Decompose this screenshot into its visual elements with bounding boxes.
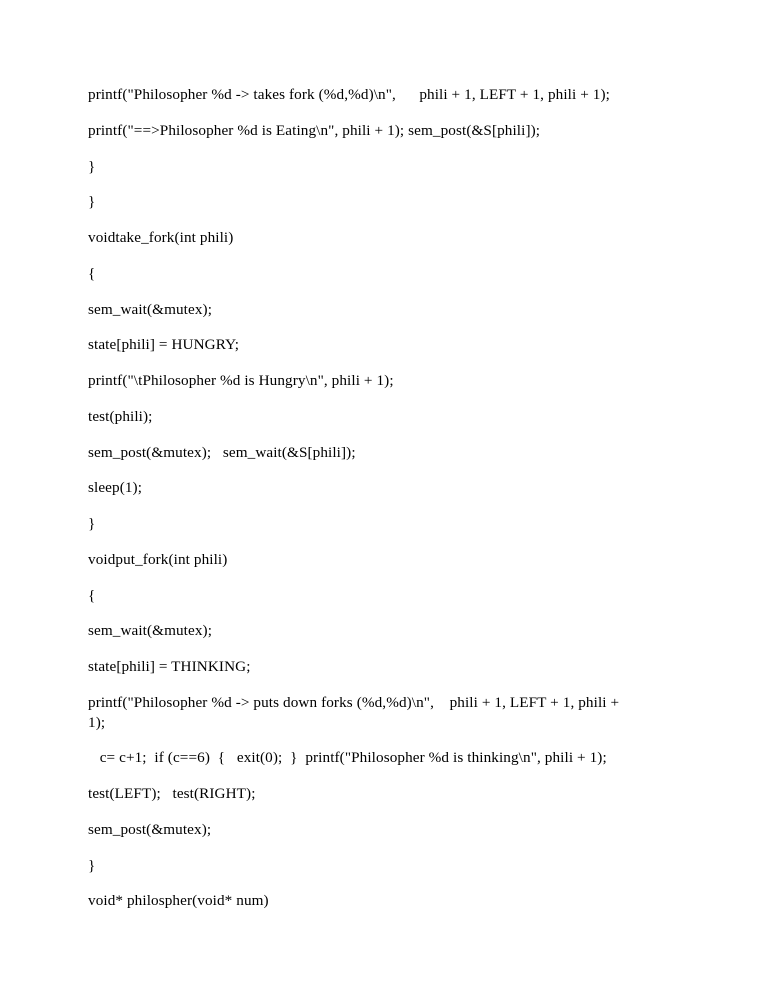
code-line: }	[88, 193, 96, 211]
code-line: {	[88, 264, 96, 282]
code-line: sem_wait(&mutex);	[88, 622, 213, 640]
code-line: sleep(1);	[88, 479, 143, 497]
code-line: printf("Philosopher %d -> puts down forks (%d,%d)\n", phili + 1, LEFT + 1, phili + 1);	[88, 693, 624, 731]
code-line: test(phili);	[88, 407, 153, 425]
code-line: sem_post(&mutex);	[88, 820, 212, 838]
code-listing	[88, 85, 633, 911]
code-line: void* philospher(void* num)	[88, 892, 269, 910]
code-line: }	[88, 157, 96, 175]
code-line: }	[88, 515, 96, 532]
code-line: c= c+1; if (c==6) { exit(0); } printf("Philosopher %d is thinking\n", phili + 1);	[88, 749, 607, 767]
code-line: test(LEFT); test(RIGHT);	[88, 785, 256, 802]
code-line: printf("==>Philosopher %d is Eating\n", phili + 1); sem_post(&S[phili]);	[88, 121, 541, 139]
code-line: state[phili] = THINKING;	[88, 658, 251, 675]
code-line: }	[88, 856, 96, 874]
code-line: state[phili] = HUNGRY;	[88, 336, 240, 354]
code-line: sem_post(&mutex); sem_wait(&S[phili]);	[88, 443, 356, 461]
code-line: printf("\tPhilosopher %d is Hungry\n", phili + 1);	[88, 372, 394, 389]
code-line: voidtake_fork(int phili)	[88, 229, 234, 246]
code-line: sem_wait(&mutex);	[88, 300, 213, 318]
code-line: {	[88, 586, 96, 604]
code-line: voidput_fork(int phili)	[88, 550, 228, 568]
code-line: printf("Philosopher %d -> takes fork (%d,%d)\n", phili + 1, LEFT + 1, phili + 1);	[88, 86, 610, 103]
